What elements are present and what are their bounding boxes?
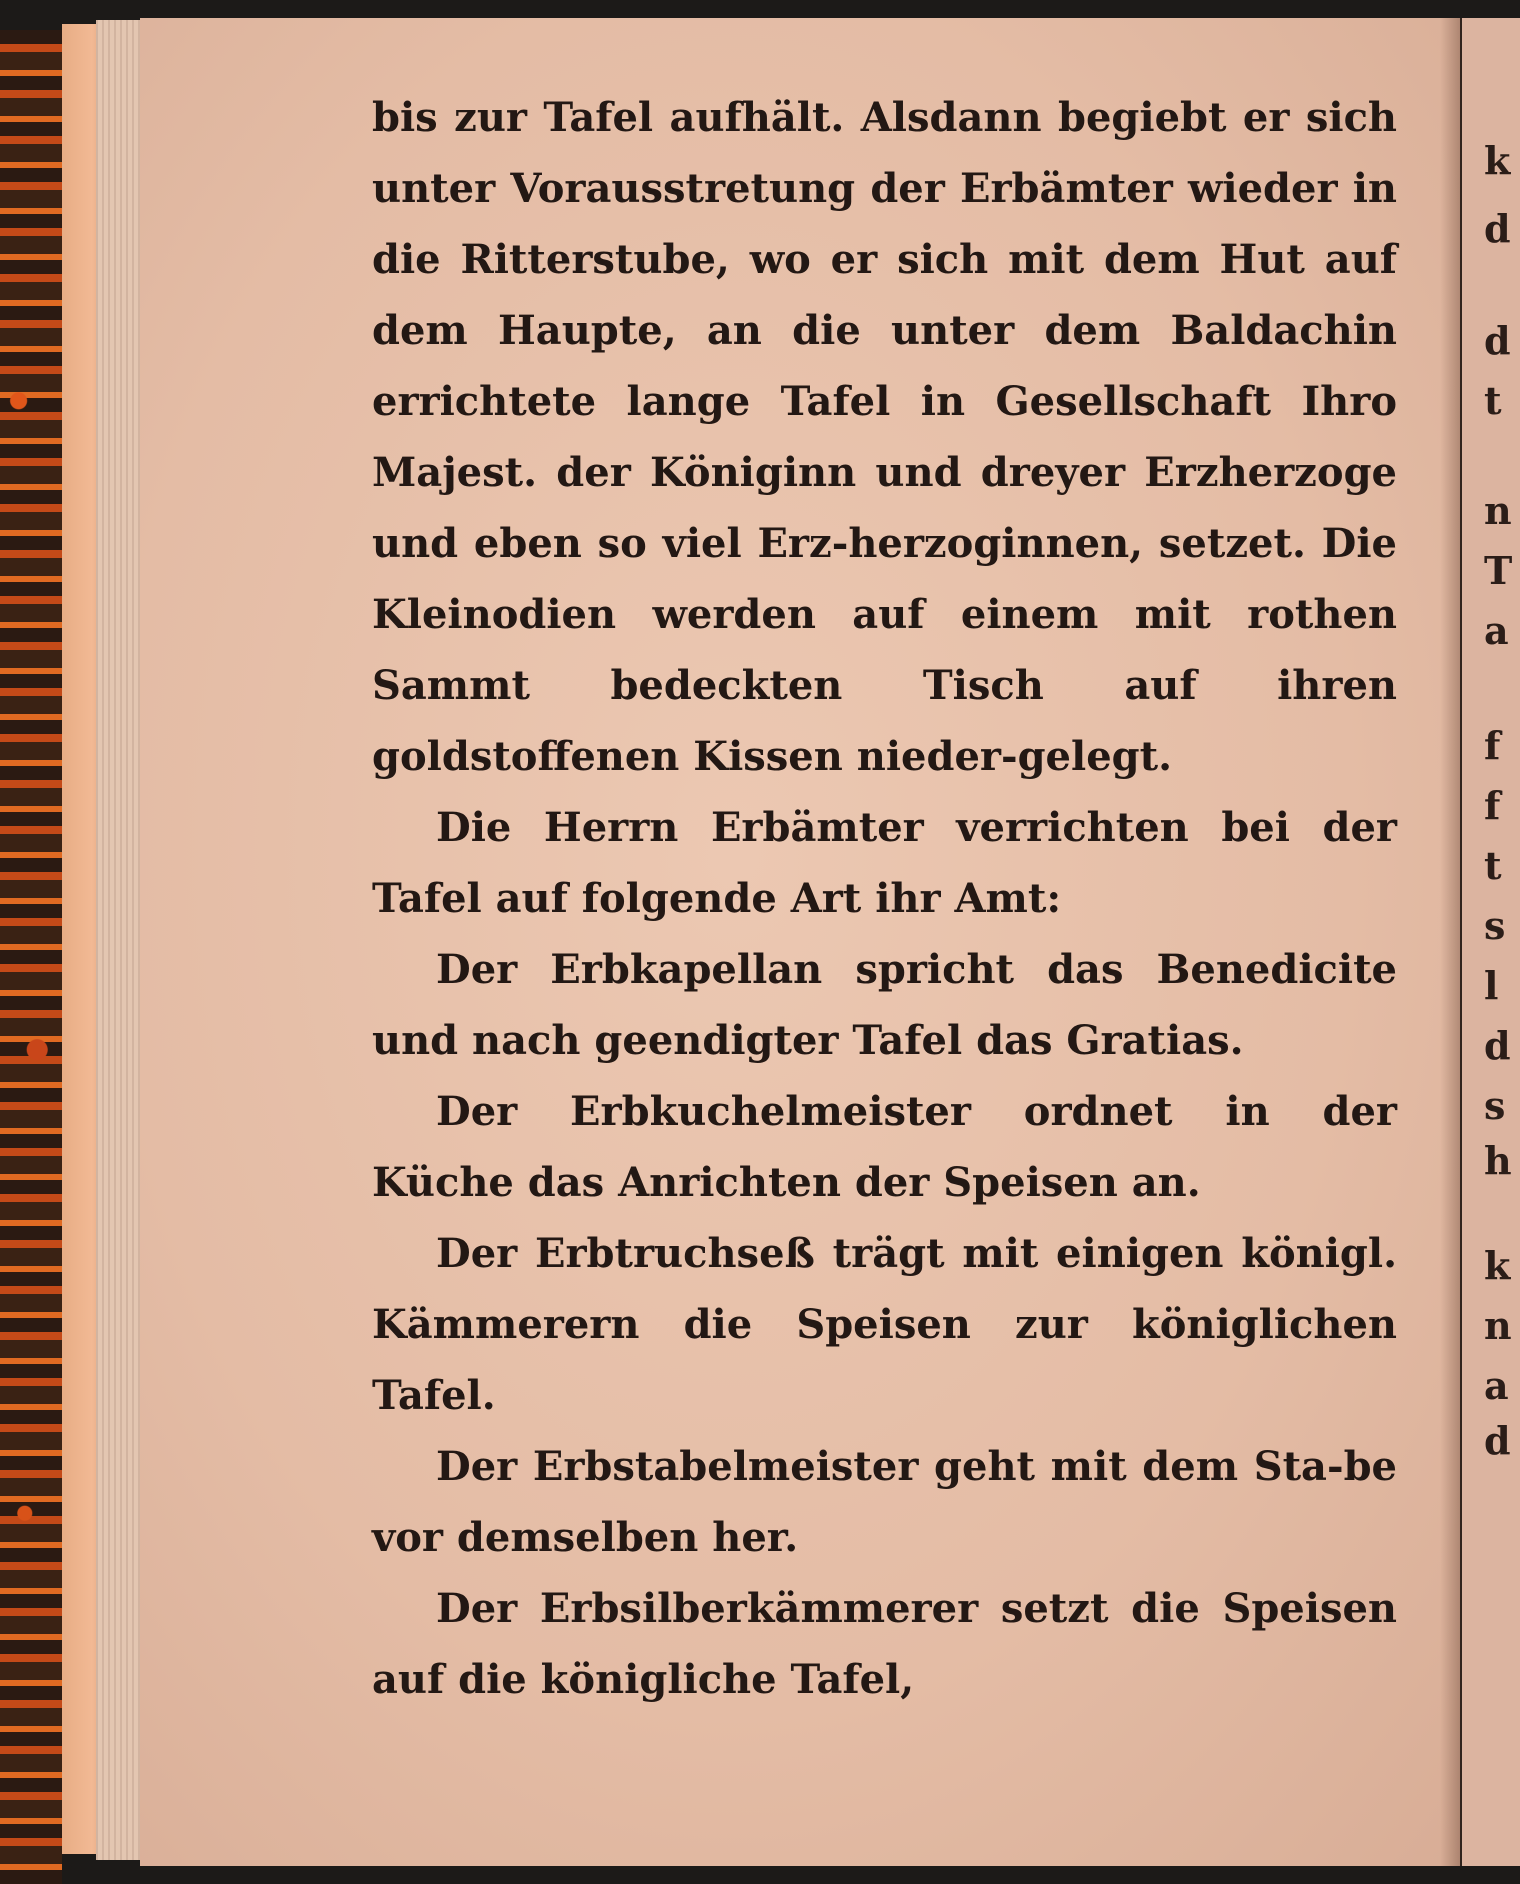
facing-page-fragment: a	[1484, 1363, 1509, 1408]
facing-page-fragment: k	[1484, 138, 1511, 183]
facing-page-fragment: a	[1484, 608, 1509, 653]
facing-page-fragment: s	[1484, 903, 1506, 948]
facing-page-fragment: s	[1484, 1083, 1506, 1128]
facing-page-edge	[1462, 18, 1520, 1866]
paragraph: Der Erbtruchseß trägt mit einigen königl. Kämmerern die Speisen zur königlichen Tafel.	[372, 1230, 1397, 1419]
facing-page-fragment: t	[1484, 843, 1502, 888]
facing-page-fragment: T	[1484, 548, 1513, 593]
facing-page-fragment: d	[1484, 318, 1511, 363]
book-cover-edge	[0, 30, 62, 1884]
facing-page-fragment: f	[1484, 783, 1501, 828]
paragraph: Der Erbstabelmeister geht mit dem Sta-be vor demselben her.	[372, 1443, 1397, 1561]
paragraph: Der Erbkuchelmeister ordnet in der Küche das Anrichten der Speisen an.	[372, 1088, 1397, 1206]
facing-page-fragment: n	[1484, 488, 1512, 533]
facing-page-fragment: n	[1484, 1303, 1512, 1348]
facing-page-fragment: d	[1484, 206, 1511, 251]
facing-page-fragment: t	[1484, 378, 1502, 423]
page-body-text	[372, 82, 1397, 1715]
facing-page-fragment: d	[1484, 1023, 1511, 1068]
paragraph: Der Erbsilberkämmerer setzt die Speisen auf die königliche Tafel,	[372, 1585, 1397, 1703]
facing-page-fragment: d	[1484, 1418, 1511, 1463]
facing-page-fragment: k	[1484, 1243, 1511, 1288]
paragraph: bis zur Tafel aufhält. Alsdann begiebt er sich unter Vorausstretung der Erbämter wieder in die Ritterstube, wo er sich mit dem Hut auf dem Haupte, an die unter dem Baldachin errichtete lange Tafel in Gesellschaft Ihro Majest. der Königinn und dreyer Erzherzoge und eben so viel Erz-herzoginnen, setzet. Die Kleinodien werden auf einem mit rothen Sammt bedeckten Tisch auf ihren goldstoffenen Kissen nieder-gelegt.	[372, 94, 1397, 780]
facing-page-fragment: f	[1484, 723, 1501, 768]
facing-page-fragment: l	[1484, 963, 1499, 1008]
paragraph: Der Erbkapellan spricht das Benedicite und nach geendigter Tafel das Gratias.	[372, 946, 1397, 1064]
paragraph: Die Herrn Erbämter verrichten bei der Tafel auf folgende Art ihr Amt:	[372, 804, 1397, 922]
facing-page-fragment: h	[1484, 1138, 1512, 1183]
